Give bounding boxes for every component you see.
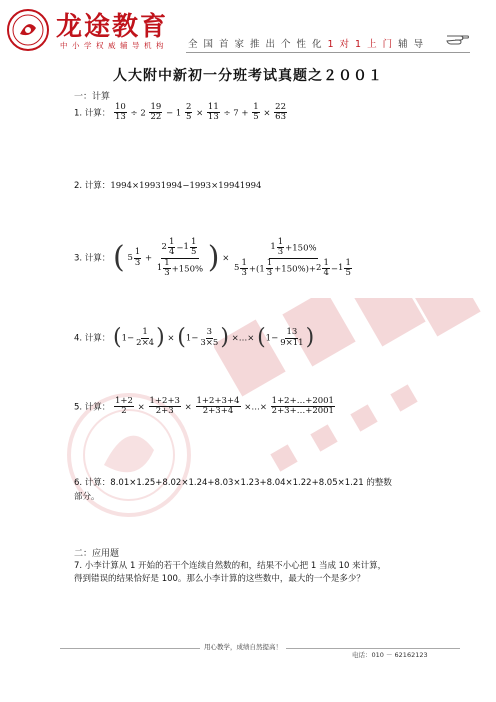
question-2: 2. 计算：1994×19931994−1993×19941994 [74, 181, 262, 191]
question-7-line-1: 7. 小李计算从 1 开始的若干个连续自然数的和，结果不小心把 1 当成 10 来计算， [74, 561, 387, 571]
footer-slogan: 用心教学，成绩自然提高！ [200, 642, 286, 651]
logo-seal-icon [6, 8, 50, 52]
question-5: 5. 计算： $\frac{1+2}{2}$ × $\frac{1+2+3}{2+3}$ × $\frac{1+2+3+4}{2+3+4}$ ×…× $\frac{1+2+\dots+2001}{2+3+\dots+2001}$ [74, 396, 334, 417]
question-3: 3. 计算： ( 5 $\frac{1}{3}$ + 2 $\frac{1}{4}$ − 1 $\frac{1}{5}$ 1 $\frac{1}{3}$ +150% ) × 1 $\frac{1}{3}$ +150% 5 $\frac{1}{3}$ +(1 $\frac{1}{3}$ +150%)+ 2 $\frac{1}{4}$ − 1 $\frac{1}{5}$ [74, 237, 351, 279]
question-7-line-2: 得到错误的结果恰好是 100。那么小李计算的这些数中，最大的一个是多少？ [74, 574, 365, 584]
section-heading-calc: 一：计算 [74, 92, 111, 102]
brand-name: 龙途教育 [56, 12, 169, 42]
pointing-hand-icon [446, 30, 470, 46]
question-4: 4. 计算： (1− $\frac{1}{2\times 4}$ ) × (1− $\frac{3}{3\times 5}$ ) ×…× (1− $\frac{13}{9\times 11}$ ) [74, 325, 315, 350]
header-divider [186, 52, 470, 53]
question-6-line-2: 部分。 [74, 492, 100, 502]
header-slogan: 全国首家推出个性化1对1上门辅导 [188, 39, 430, 50]
footer-phone: 电话：010 － 62162123 [352, 651, 428, 659]
question-6-line-1: 6. 计算：8.01×1.25+8.02×1.24+8.03×1.23+8.04×1.22+8.05×1.21 的整数 [74, 478, 392, 488]
section-heading-word-problems: 二：应用题 [74, 549, 120, 559]
brand-subtitle: 中小学权威辅导机构 [60, 41, 168, 50]
question-1: 1. 计算： $\frac{10}{13}$ ÷ 2 $\frac{19}{22}$ − 1 $\frac{2}{5}$ × $\frac{11}{13}$ ÷ 7 + $\frac{1}{5}$ × $\frac{22}{63}$ [74, 102, 286, 123]
page-title: 人大附中新初一分班考试真题之２００１ [113, 68, 383, 84]
